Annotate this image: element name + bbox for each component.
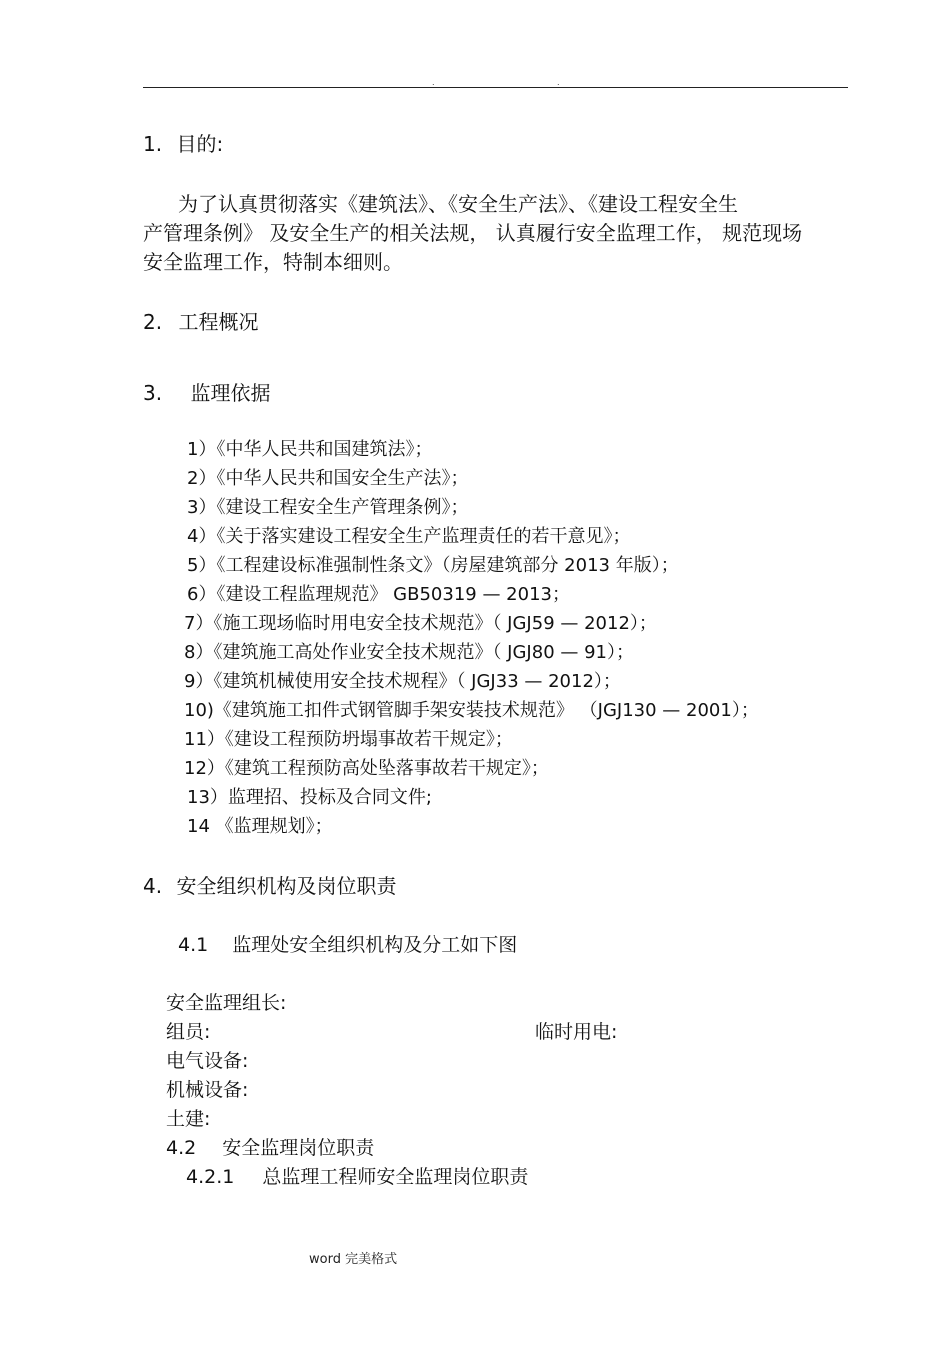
reference-item: 13）监理招、投标及合同文件; xyxy=(187,787,432,808)
org-electrical: 电气设备: xyxy=(166,1050,249,1072)
section-1-number: 1. xyxy=(143,132,163,156)
subsection-4-2-title: 安全监理岗位职责 xyxy=(222,1137,375,1159)
reference-item: 3）《建设工程安全生产管理条例》； xyxy=(187,497,469,518)
section-1-heading xyxy=(143,134,223,154)
subsection-4-1-title: 监理处安全组织机构及分工如下图 xyxy=(232,934,518,956)
subsection-4-1-heading xyxy=(178,936,517,955)
org-temp-power: 临时用电: xyxy=(535,1021,618,1043)
section-3-number: 3. xyxy=(143,381,163,405)
subsection-4-2-1-heading xyxy=(186,1168,528,1187)
reference-item: 2）《中华人民共和国安全生产法》； xyxy=(187,468,469,489)
header-dot-right: . xyxy=(557,78,560,87)
reference-item: 9）《建筑机械使用安全技术规程》（ JGJ33 — 2012）； xyxy=(184,671,621,692)
reference-item: 7）《施工现场临时用电安全技术规范》（ JGJ59 — 2012）； xyxy=(184,613,657,634)
reference-item: 10)《建筑施工扣件式钢管脚手架安装技术规范》 （JGJ130 — 2001）； xyxy=(184,700,759,721)
section-3-title: 监理依据 xyxy=(190,381,271,405)
page-footer: word 完美格式 xyxy=(309,1252,398,1267)
subsection-4-2-1-number: 4.2.1 xyxy=(186,1166,235,1188)
section-1-title: 目的: xyxy=(176,132,224,156)
section-2-title: 工程概况 xyxy=(178,310,259,334)
subsection-4-1-number: 4.1 xyxy=(178,934,209,956)
section-4-heading xyxy=(143,876,396,896)
section-2-heading xyxy=(143,312,258,332)
section-1-para-line-2: 产管理条例》 及安全生产的相关法规， 认真履行安全监理工作， 规范现场 xyxy=(143,221,803,245)
reference-item: 8）《建筑施工高处作业安全技术规范》（ JGJ80 — 91）； xyxy=(184,642,634,663)
section-2-number: 2. xyxy=(143,310,163,334)
header-rule xyxy=(143,87,848,88)
reference-item: 6）《建设工程监理规范》 GB50319 — 2013； xyxy=(187,584,570,605)
section-3-heading xyxy=(143,383,270,403)
section-1-para-line-3: 安全监理工作，特制本细则。 xyxy=(143,250,403,274)
reference-item: 12）《建筑工程预防高处坠落事故若干规定》； xyxy=(184,758,549,779)
reference-item: 5）《工程建设标准强制性条文》（房屋建筑部分 2013 年版）； xyxy=(187,555,679,576)
section-4-title: 安全组织机构及岗位职责 xyxy=(176,874,397,898)
section-1-para-line-1: 为了认真贯彻落实《建筑法》、《安全生产法》、《建设工程安全生 xyxy=(178,192,738,216)
org-members: 组员: xyxy=(166,1021,211,1043)
reference-item: 1）《中华人民共和国建筑法》； xyxy=(187,439,433,460)
org-civil: 土建: xyxy=(166,1108,211,1130)
header-dot-left: . xyxy=(432,78,435,87)
reference-item: 11）《建设工程预防坍塌事故若干规定》； xyxy=(184,729,513,750)
reference-item: 14 《监理规划》； xyxy=(187,816,333,837)
subsection-4-2-heading xyxy=(166,1139,374,1158)
org-leader: 安全监理组长: xyxy=(166,992,287,1014)
subsection-4-2-number: 4.2 xyxy=(166,1137,197,1159)
subsection-4-2-1-title: 总监理工程师安全监理岗位职责 xyxy=(262,1166,529,1188)
section-4-number: 4. xyxy=(143,874,163,898)
reference-item: 4）《关于落实建设工程安全生产监理责任的若干意见》； xyxy=(187,526,631,547)
org-machinery: 机械设备: xyxy=(166,1079,249,1101)
